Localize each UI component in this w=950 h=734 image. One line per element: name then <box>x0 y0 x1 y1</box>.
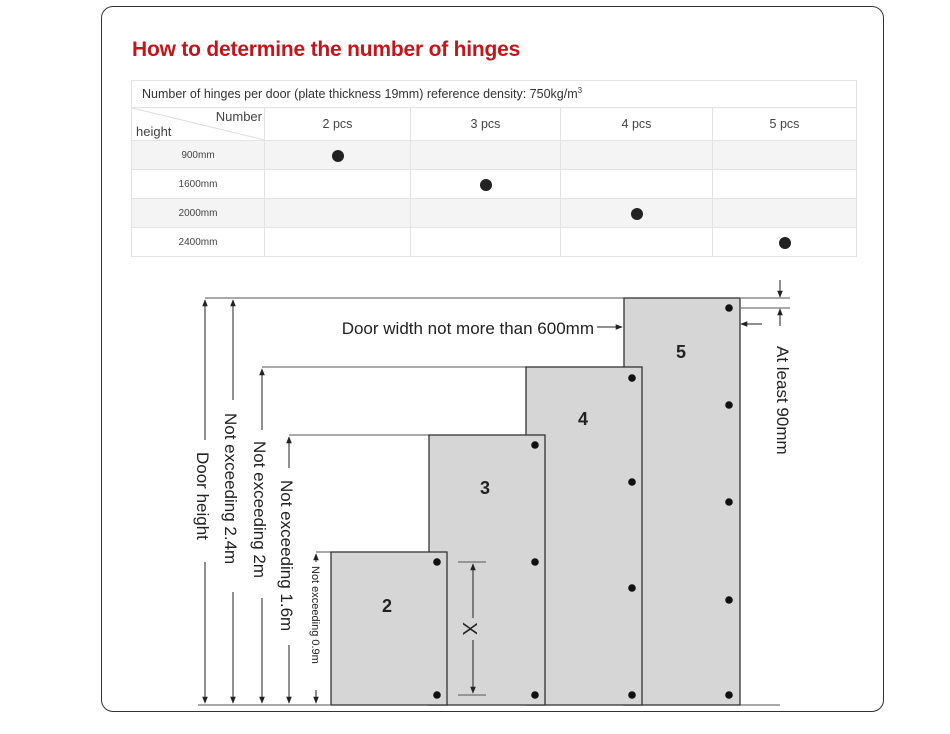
hinge-dot <box>531 558 539 566</box>
column-header: 3 pcs <box>411 108 561 141</box>
at-least-label: At least 90mm <box>773 346 792 455</box>
hinge-dot <box>531 691 539 699</box>
hinge-dot <box>725 304 733 312</box>
hinge-dot <box>725 596 733 604</box>
height-cell: 2400mm <box>132 228 265 257</box>
page-title: How to determine the number of hinges <box>132 38 521 61</box>
door-height-label: Door height <box>193 452 212 540</box>
table-caption: Number of hinges per door (plate thickness 19mm) reference density: $750kg/m^3$ <box>132 81 857 108</box>
door-label-2: 2 <box>381 596 393 616</box>
height-cell: 1600mm <box>132 170 265 199</box>
corner-height-label: height <box>136 124 172 139</box>
hinge-dot <box>725 401 733 409</box>
door-label-4: 4 <box>577 409 589 429</box>
hinge-dot <box>433 558 441 566</box>
column-header: 4 pcs <box>561 108 713 141</box>
hinge-dot <box>628 374 636 382</box>
not-exceeding-1-6m-label: Not exceeding 1.6m <box>277 480 296 632</box>
door-width-label: Door width not more than 600mm <box>341 319 594 338</box>
hinge-dot <box>725 498 733 506</box>
column-header: 2 pcs <box>265 108 411 141</box>
not-exceeding-0-9m-label: Not exceeding 0.9m <box>309 566 321 664</box>
column-header: 5 pcs <box>713 108 857 141</box>
x-label: X <box>458 622 480 636</box>
height-cell: 900mm <box>132 141 265 170</box>
hinge-dot <box>628 691 636 699</box>
hinge-dot <box>531 441 539 449</box>
door-label-3: 3 <box>479 478 491 498</box>
hinge-dot <box>725 691 733 699</box>
not-exceeding-2m-label: Not exceeding 2m <box>250 441 269 579</box>
not-exceeding-2-4m-label: Not exceeding 2.4m <box>221 413 240 565</box>
hinge-dot <box>628 478 636 486</box>
height-cell: 2000mm <box>132 199 265 228</box>
hinge-dot <box>433 691 441 699</box>
door-2 <box>331 552 447 705</box>
corner-number-label: Number <box>215 109 262 124</box>
hinge-dot <box>628 584 636 592</box>
door-label-5: 5 <box>675 342 687 362</box>
